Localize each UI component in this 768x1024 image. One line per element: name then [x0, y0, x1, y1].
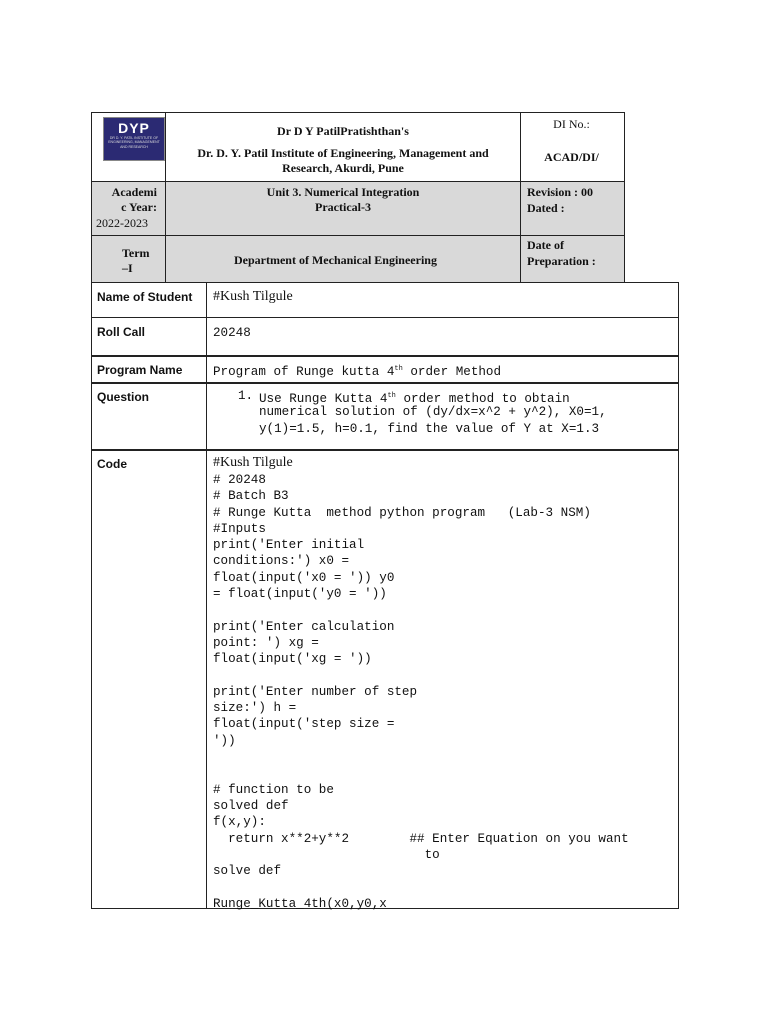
row-divider [91, 449, 679, 451]
revision: Revision : 00 [527, 185, 593, 199]
code-line: conditions:') x0 = [213, 554, 350, 569]
program-name-sup: th [394, 365, 403, 373]
row-divider [91, 382, 679, 384]
practical-number: Practical-3 [315, 200, 371, 214]
code-line: float(input('step size = [213, 717, 395, 732]
question-number: 1. [238, 389, 254, 403]
student-name-value: #Kush Tilgule [213, 289, 293, 304]
code-line: # 20248 [213, 473, 266, 487]
question-label: Question [97, 390, 150, 404]
program-name-label: Program Name [97, 363, 183, 377]
code-line: solve def [213, 864, 282, 879]
term-label-1: Term [122, 246, 150, 260]
code-line: return x**2+y**2 ## Enter Equation on you want [213, 831, 629, 846]
roll-call-value: 20248 [213, 326, 251, 340]
program-name-text: Program of Runge kutta 4 [213, 365, 395, 380]
code-line: float(input('x0 = ')) y0 [213, 570, 395, 585]
code-line: print('Enter number of step [213, 684, 418, 699]
program-name-text-end: order Method [402, 365, 502, 380]
code-line: solved def [213, 798, 289, 813]
row-divider [91, 317, 679, 318]
code-line: ')) [213, 733, 236, 748]
code-author-line: #Kush Tilgule [213, 455, 293, 470]
unit-title: Unit 3. Numerical Integration [266, 185, 420, 199]
code-line: f(x,y): [213, 815, 266, 830]
code-label: Code [97, 457, 127, 471]
code-line: = float(input('y0 = ')) [213, 587, 387, 602]
question-text-a: Use Runge Kutta 4 [259, 392, 388, 407]
code-line [213, 602, 675, 618]
code-line [213, 765, 675, 781]
student-name-label: Name of Student [97, 290, 193, 304]
di-no-value: ACAD/DI/ [544, 150, 599, 164]
question-text-b: order method to obtain [395, 392, 570, 407]
code-line: print('Enter calculation [213, 619, 395, 634]
question-line-2: numerical solution of (dy/dx=x^2 + y^2), X0=1, [259, 405, 607, 419]
column-divider [206, 282, 207, 909]
logo-text: DYP [118, 120, 150, 136]
institute-name: Dr. D. Y. Patil Institute of Engineering, Management and Research, Akurdi, Pune [197, 146, 489, 175]
code-line: print('Enter initial [213, 538, 365, 553]
date-prep-label-1: Date of [527, 238, 564, 252]
di-no-label: DI No.: [553, 117, 590, 131]
code-line: to [213, 847, 440, 862]
date-prep-label-2: Preparation : [527, 254, 596, 268]
code-line: float(input('xg = ')) [213, 652, 372, 667]
code-line [213, 879, 675, 895]
code-line: # Batch B3 [213, 489, 289, 504]
academic-year-value: 2022-2023 [96, 216, 148, 230]
question-sup: th [387, 392, 396, 400]
code-line: Runge_Kutta_4th(x0,y0,x [213, 896, 387, 911]
code-line: # function to be [213, 782, 334, 797]
code-line: # Runge Kutta method python program (Lab-3 NSM) [213, 505, 591, 520]
academic-year-label-1: Academi [111, 185, 157, 199]
code-line: #Inputs [213, 521, 266, 536]
code-block [213, 472, 675, 912]
question-line-3: y(1)=1.5, h=0.1, find the value of Y at X=1.3 [259, 422, 600, 436]
term-label-2: –I [122, 261, 133, 275]
logo-subtext: DR D. Y. PATIL INSTITUTE OF ENGINEERING, MANAGEMENT AND RESEARCH [108, 136, 160, 149]
code-line: size:') h = [213, 701, 297, 716]
institute-logo [103, 117, 165, 161]
department: Department of Mechanical Engineering [234, 253, 437, 267]
roll-call-label: Roll Call [97, 325, 146, 339]
code-line [213, 749, 675, 765]
code-line: point: ') xg = [213, 635, 319, 650]
academic-year-label-2: c Year: [121, 200, 157, 214]
row-divider [91, 355, 679, 357]
program-name-value [213, 361, 501, 380]
code-line [213, 668, 675, 684]
dated: Dated : [527, 201, 565, 215]
trust-name: Dr D Y PatilPratishthan's [277, 124, 409, 138]
